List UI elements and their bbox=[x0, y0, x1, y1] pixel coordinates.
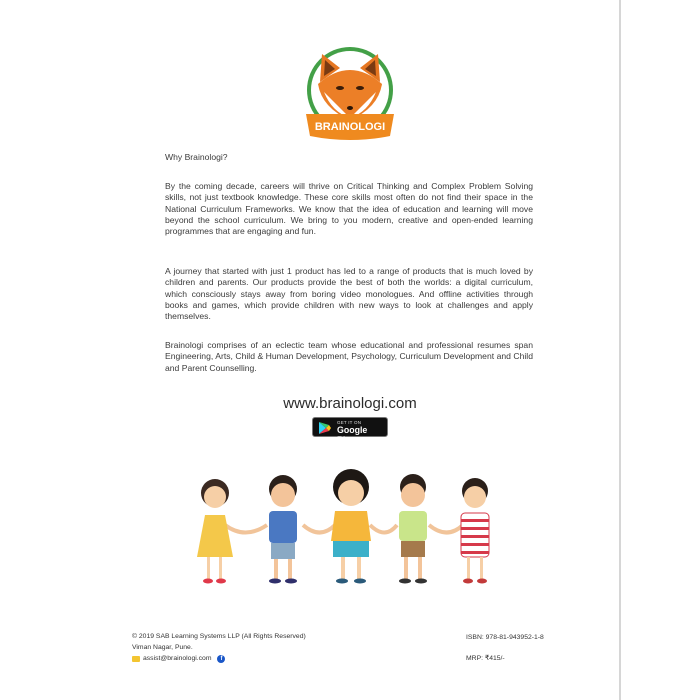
paragraph-careers: By the coming decade, careers will thrive on Critical Thinking and Complex Problem Solving skills, not just textbook knowledge. These core skills most often do not find their space in the National Curriculum Frameworks. We know that the idea of education and learning will move beyond the school curriculum. We bring to you modern, creative and open-ended learning programmes that are engaging and fun. bbox=[165, 181, 533, 237]
play-store-icon bbox=[318, 422, 332, 434]
google-play-badge[interactable] bbox=[312, 417, 388, 445]
logo-brand-name: BRAINOLOGI bbox=[314, 121, 386, 133]
child-3 bbox=[331, 469, 371, 584]
copyright-text: © 2019 SAB Learning Systems LLP (All Rights Reserved) bbox=[132, 633, 306, 640]
mail-icon bbox=[132, 656, 140, 662]
address-text: Viman Nagar, Pune. bbox=[132, 644, 193, 651]
mrp-text: MRP: ₹415/- bbox=[466, 655, 505, 662]
paragraph-team: Brainologi comprises of an eclectic team whose educational and professional resumes span Engineering, Arts, Child & Human Development, Psychology, Curriculum Development and Child and Parent Counselling. bbox=[165, 340, 533, 373]
email-row bbox=[132, 654, 225, 664]
website-link[interactable]: www.brainologi.com bbox=[283, 395, 417, 412]
facebook-icon[interactable]: f bbox=[217, 655, 225, 663]
page-margin bbox=[621, 0, 700, 700]
paragraph-journey: A journey that started with just 1 product has led to a range of products that is much loved by children and parents. Our products provide the best of both the worlds: a digital curriculum, which consciously stays away from boring video monologues. And offline activities through books and games, which provide children with new ways to look at challenges and apply themselves. bbox=[165, 266, 533, 322]
google-play-small-label: GET IT ON bbox=[337, 420, 362, 425]
isbn-text: ISBN: 978-81-943952-1-8 bbox=[466, 634, 544, 641]
child-1 bbox=[197, 479, 233, 584]
google-play-big-label: Google Play bbox=[337, 425, 368, 445]
child-5 bbox=[461, 478, 489, 584]
child-4 bbox=[399, 474, 427, 584]
children-illustration bbox=[185, 465, 515, 590]
child-2 bbox=[269, 475, 297, 584]
fox-logo-icon bbox=[302, 46, 398, 144]
why-heading: Why Brainologi? bbox=[165, 152, 228, 162]
email-text[interactable]: assist@brainologi.com bbox=[143, 655, 212, 662]
